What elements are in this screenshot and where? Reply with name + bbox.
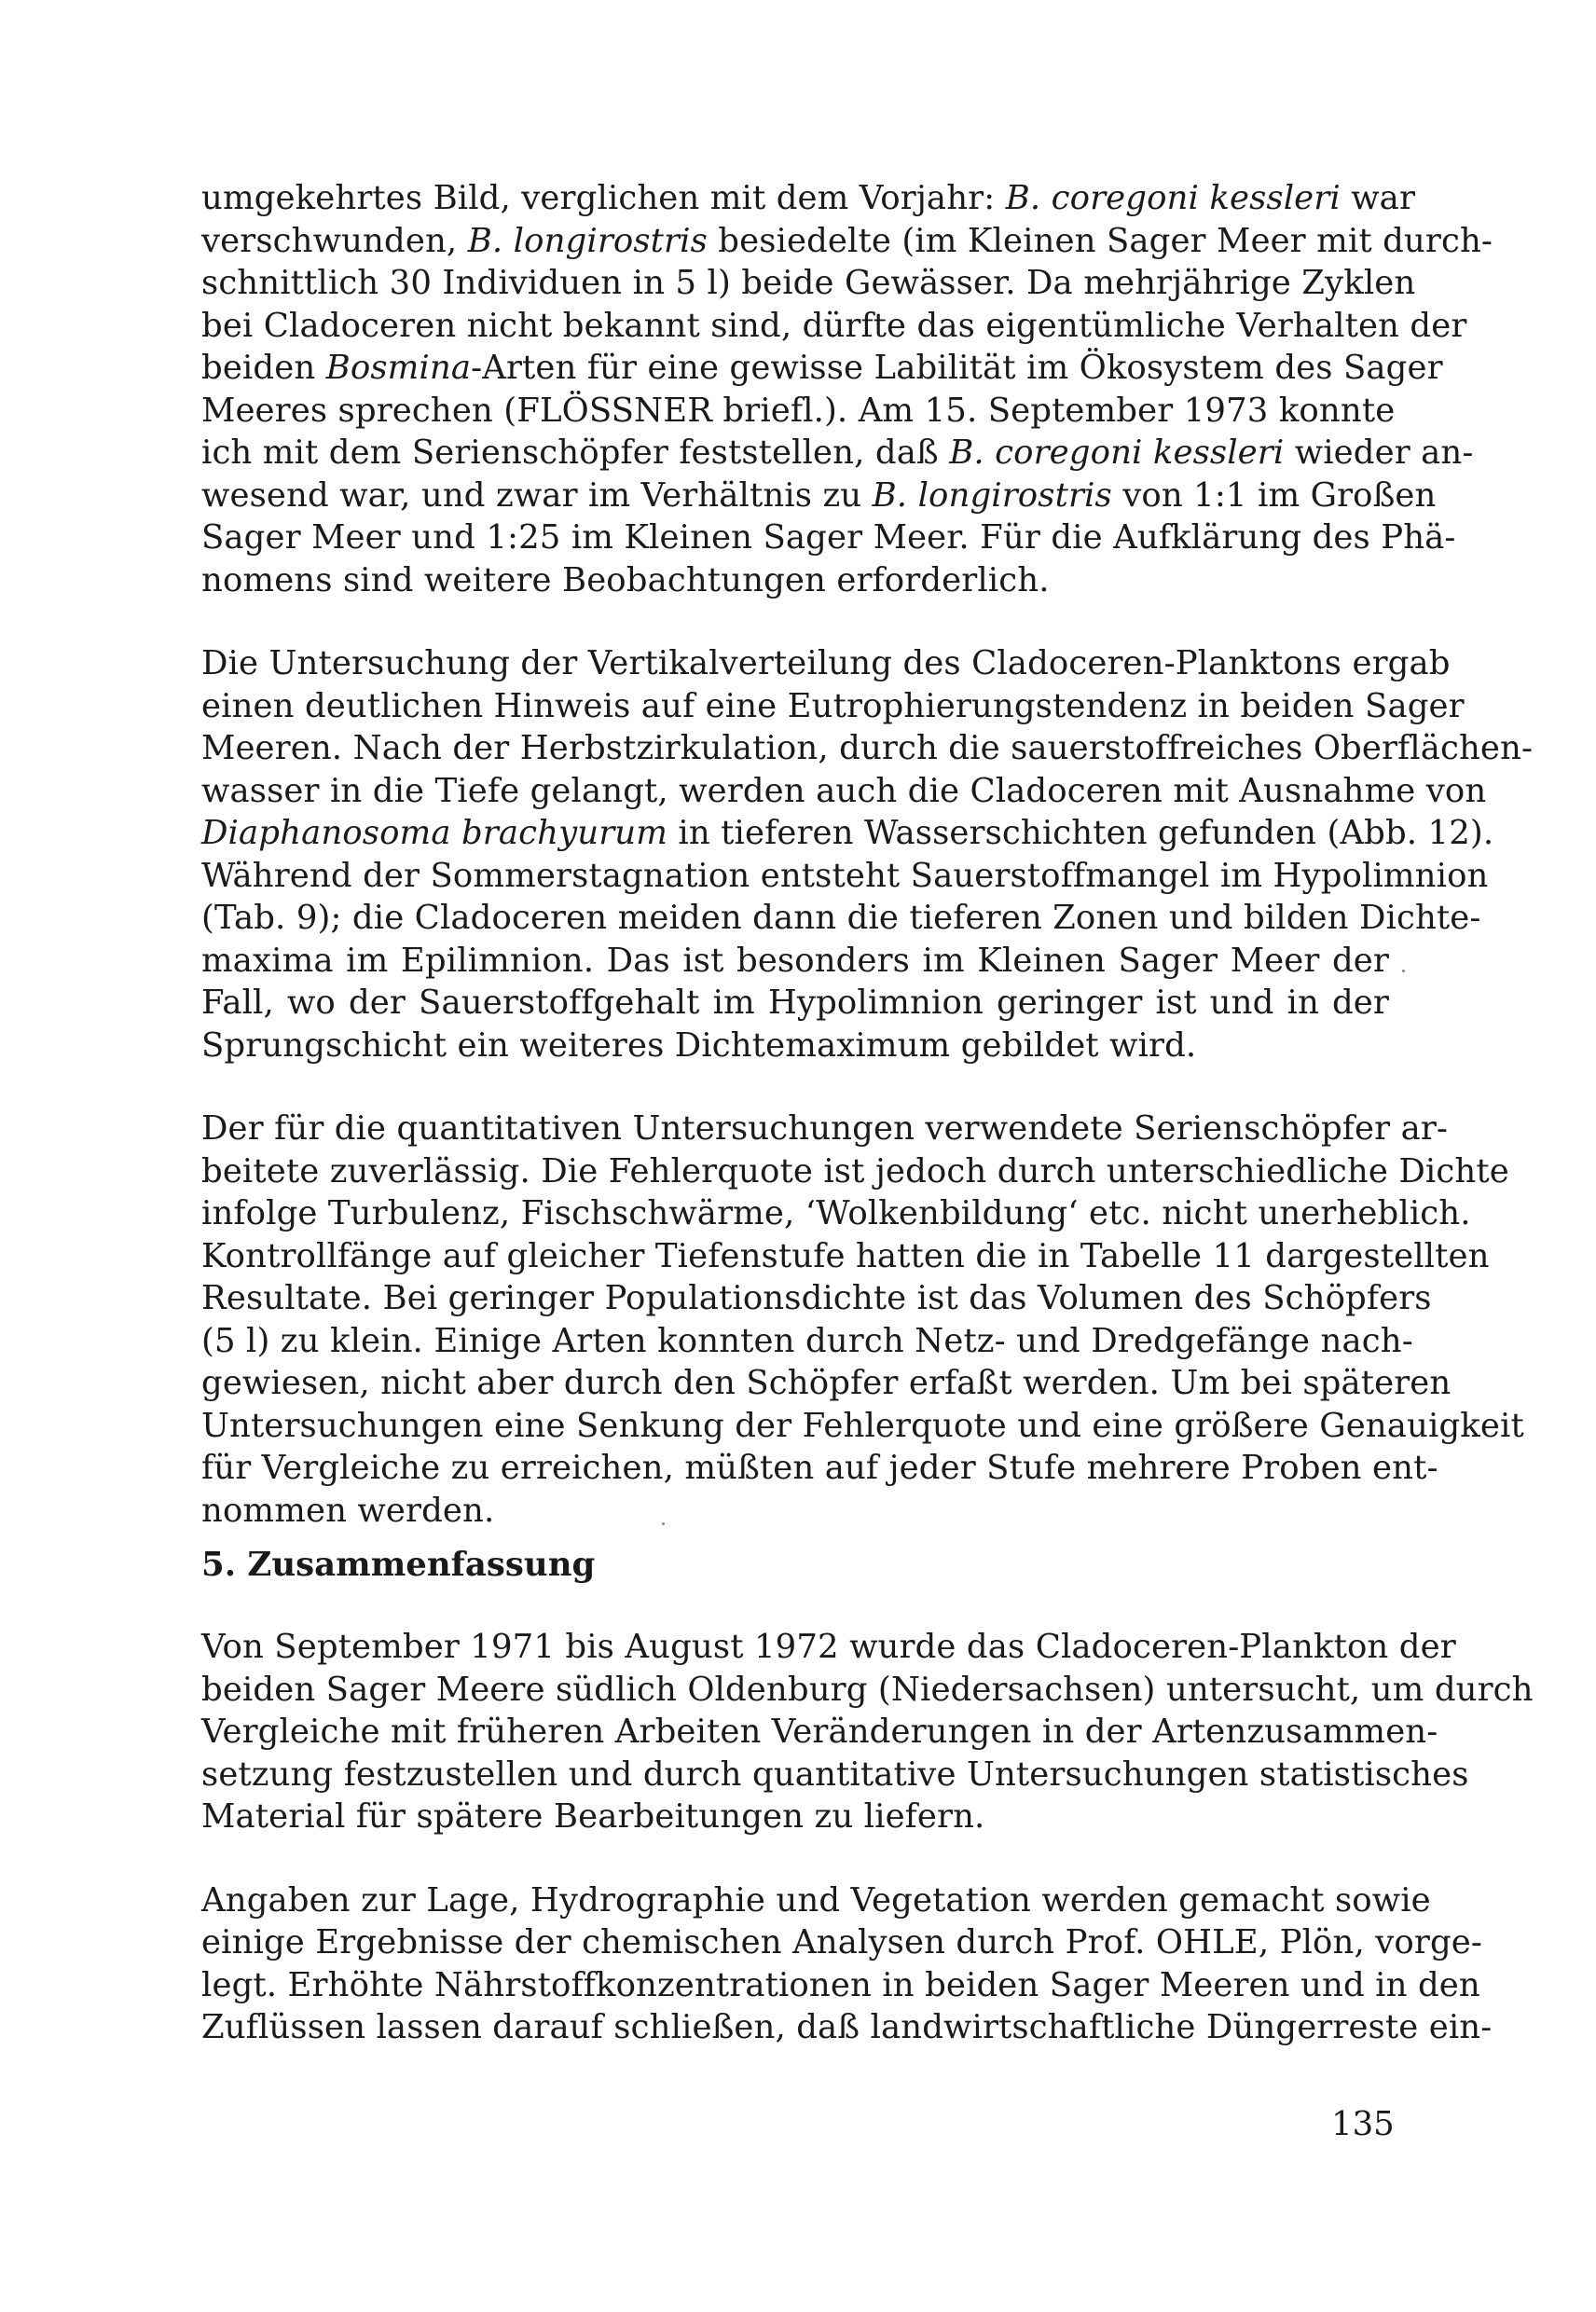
text-line	[201, 220, 1493, 263]
text-line	[201, 1796, 1389, 1838]
italic-taxon-name: B. longirostris	[467, 221, 708, 260]
paragraph	[201, 642, 1534, 1067]
text-line	[201, 1921, 1482, 1964]
text-line	[201, 1754, 1469, 1796]
text-line	[201, 305, 1467, 348]
text-line	[201, 1711, 1438, 1754]
scan-speck	[1402, 970, 1405, 972]
text-line	[201, 432, 1474, 475]
scan-speck	[662, 1522, 665, 1525]
text-line	[201, 897, 1481, 940]
text-line	[201, 855, 1489, 898]
text-line	[201, 685, 1465, 728]
text-run: Sprungschicht ein weiteres Dichtemaximum gebildet wird.	[201, 1025, 1197, 1065]
text-line	[201, 177, 1416, 220]
text-line	[201, 1879, 1431, 1922]
italic-taxon-name: B. coregoni kessleri	[1005, 179, 1341, 217]
text-run: Der für die quantitativen Untersuchungen verwendete Serienschöpfer ar-	[201, 1109, 1449, 1148]
text-run: Sager Meer und 1:25 im Kleinen Sager Meer. Für die Aufklärung des Phä-	[201, 518, 1456, 557]
text-line	[201, 390, 1396, 433]
text-run: beiden	[201, 349, 326, 387]
text-line	[201, 1626, 1456, 1669]
text-line	[201, 1669, 1534, 1712]
text-run: ich mit dem Serienschöpfer feststellen, daß	[201, 434, 950, 472]
text-run: Die Untersuchung der Vertikalverteilung des Cladoceren-Planktons ergab	[201, 644, 1451, 682]
text-run: einen deutlichen Hinweis auf eine Eutrophierungstendenz in beiden Sager	[201, 686, 1465, 725]
text-run: (5 l) zu klein. Einige Arten konnten durch Netz- und Dredgefänge nach-	[201, 1321, 1413, 1360]
italic-taxon-name: Diaphanosoma brachyurum	[201, 814, 667, 852]
text-run: war	[1340, 179, 1416, 217]
text-line	[201, 475, 1437, 517]
text-line	[201, 1192, 1471, 1235]
text-run: -Arten für eine gewisse Labilität im Ökosystem des Sager	[471, 349, 1443, 387]
text-line	[201, 1108, 1449, 1150]
text-run: Meeren. Nach der Herbstzirkulation, durch die sauerstoffreiches Oberflächen-	[201, 729, 1534, 767]
text-line	[201, 1150, 1509, 1193]
text-run: legt. Erhöhte Nährstoffkonzentrationen in beiden Sager Meeren und in den	[201, 1965, 1480, 2004]
text-run: wieder an-	[1284, 434, 1474, 472]
text-run: nomens sind weitere Beobachtungen erforderlich.	[201, 560, 1050, 599]
paragraph	[201, 1879, 1493, 2049]
text-run: Meeres sprechen (FLÖSSNER briefl.). Am 15. September 1973 konnte	[201, 391, 1396, 430]
paragraph	[201, 1626, 1534, 1838]
text-run: nommen werden.	[201, 1491, 495, 1530]
text-run: Vergleiche mit früheren Arbeiten Veränderungen in der Artenzusammen-	[201, 1713, 1438, 1751]
italic-taxon-name: Bosmina	[325, 349, 472, 387]
text-run: einige Ergebnisse der chemischen Analysen durch Prof. OHLE, Plön, vorge-	[201, 1923, 1482, 1961]
text-line	[201, 1277, 1432, 1320]
text-line	[201, 1235, 1490, 1278]
text-line	[201, 347, 1443, 390]
text-run: Untersuchungen eine Senkung der Fehlerquote und eine größere Genauigkeit	[201, 1406, 1524, 1445]
text-run: infolge Turbulenz, Fischschwärme, ‘Wolkenbildung‘ etc. nicht unerheblich.	[201, 1194, 1471, 1232]
section-heading: 5. Zusammenfassung	[201, 1546, 596, 1584]
text-run: Von September 1971 bis August 1972 wurde das Cladoceren-Plankton der	[201, 1628, 1456, 1666]
paragraph	[201, 1108, 1524, 1532]
text-run: Kontrollfänge auf gleicher Tiefenstufe hatten die in Tabelle 11 dargestellten	[201, 1236, 1490, 1275]
text-line	[201, 770, 1487, 813]
text-run: Zuflüssen lassen darauf schließen, daß landwirtschaftliche Düngerreste ein-	[201, 2008, 1493, 2046]
text-run: besiedelte (im Kleinen Sager Meer mit durch-	[707, 221, 1493, 260]
text-run: bei Cladoceren nicht bekannt sind, dürfte das eigentümliche Verhalten der	[201, 306, 1467, 345]
text-run: (Tab. 9); die Cladoceren meiden dann die tieferen Zonen und bilden Dichte-	[201, 899, 1481, 937]
text-line	[201, 516, 1456, 559]
text-line	[201, 1490, 1389, 1533]
text-run: wasser in die Tiefe gelangt, werden auch die Cladoceren mit Ausnahme von	[201, 771, 1487, 810]
text-line	[201, 2006, 1493, 2049]
text-run: Fall, wo der Sauerstoffgehalt im Hypolimnion geringer ist und in der	[201, 984, 1389, 1022]
body-text-upper	[201, 177, 1534, 1532]
paragraph	[201, 177, 1493, 601]
text-run: beitete zuverlässig. Die Fehlerquote ist jedoch durch unterschiedliche Dichte	[201, 1151, 1509, 1190]
text-run: Resultate. Bei geringer Populationsdichte ist das Volumen des Schöpfers	[201, 1279, 1432, 1317]
text-line	[201, 1320, 1413, 1363]
text-run: gewiesen, nicht aber durch den Schöpfer erfaßt werden. Um bei späteren	[201, 1364, 1452, 1402]
text-line	[201, 812, 1494, 855]
text-line	[201, 727, 1534, 770]
text-run: maxima im Epilimnion. Das ist besonders im Kleinen Sager Meer der	[201, 941, 1389, 980]
body-text-lower	[201, 1626, 1534, 2049]
text-run: Material für spätere Bearbeitungen zu liefern.	[201, 1797, 985, 1836]
text-run: von 1:1 im Großen	[1111, 475, 1437, 515]
text-line	[201, 642, 1451, 685]
text-line	[201, 1362, 1452, 1405]
text-run: in tieferen Wasserschichten gefunden (Abb. 12).	[667, 814, 1494, 852]
text-line	[201, 1964, 1480, 2007]
text-run: Während der Sommerstagnation entsteht Sauerstoffmangel im Hypolimnion	[201, 856, 1489, 895]
text-line	[201, 559, 1389, 602]
text-run: verschwunden,	[201, 221, 468, 260]
text-line	[201, 1447, 1438, 1490]
text-run: für Vergleiche zu erreichen, müßten auf jeder Stufe mehrere Proben ent-	[201, 1449, 1438, 1487]
text-run: schnittlich 30 Individuen in 5 l) beide Gewässer. Da mehrjährige Zyklen	[201, 264, 1416, 302]
text-run: Angaben zur Lage, Hydrographie und Vegetation werden gemacht sowie	[201, 1880, 1431, 1920]
text-run: setzung festzustellen und durch quantitative Untersuchungen statistisches	[201, 1755, 1469, 1794]
text-line	[201, 1025, 1389, 1067]
text-line	[201, 1405, 1524, 1448]
italic-taxon-name: B. longirostris	[872, 475, 1112, 515]
page-number: 135	[1331, 2105, 1395, 2143]
text-line	[201, 940, 1389, 983]
text-line	[201, 982, 1389, 1025]
text-run: wesend war, und zwar im Verhältnis zu	[201, 475, 873, 515]
italic-taxon-name: B. coregoni kessleri	[949, 434, 1285, 472]
text-run: umgekehrtes Bild, verglichen mit dem Vorjahr:	[201, 179, 1006, 217]
text-run: beiden Sager Meere südlich Oldenburg (Niedersachsen) untersucht, um durch	[201, 1670, 1534, 1709]
text-line	[201, 262, 1416, 305]
